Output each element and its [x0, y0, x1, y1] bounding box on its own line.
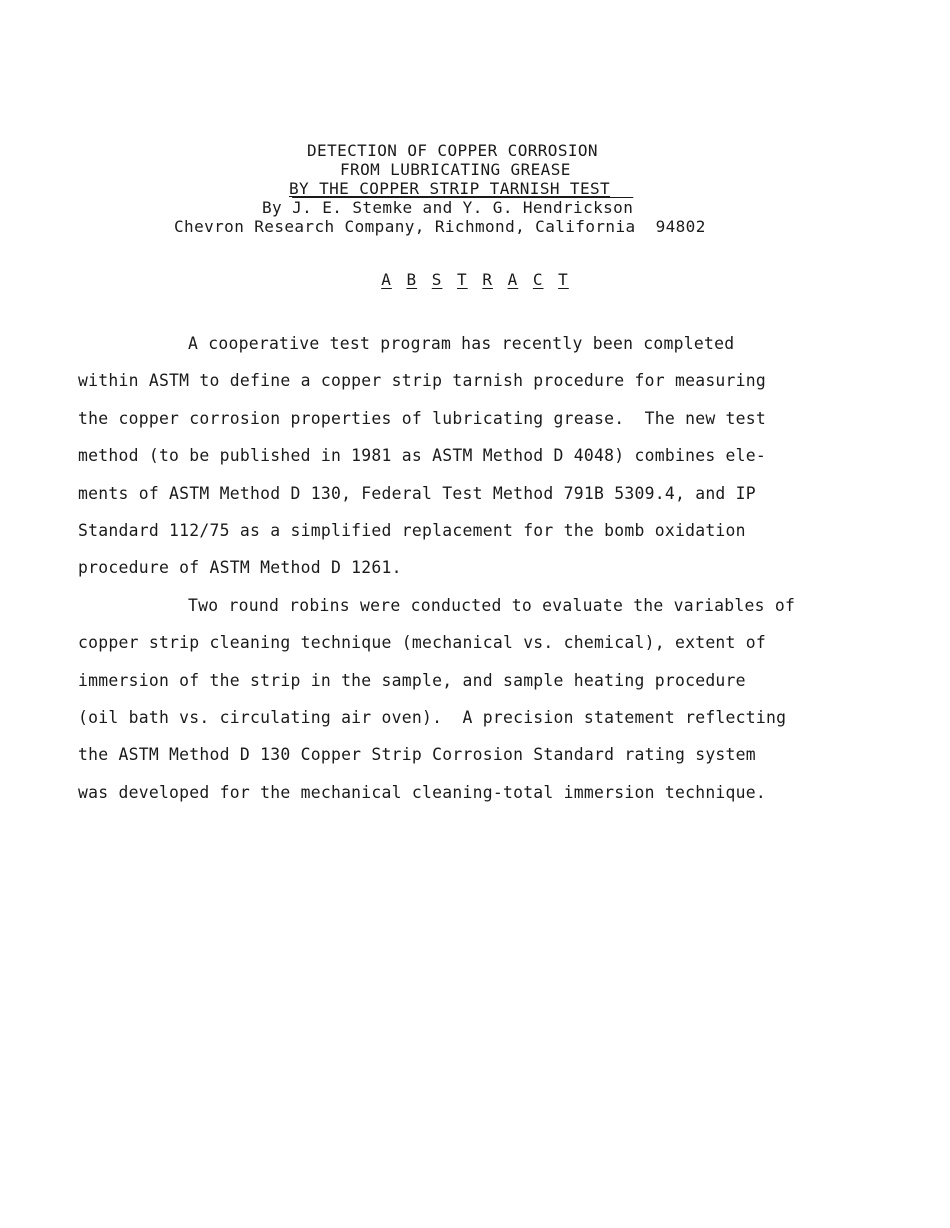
paragraph-line: was developed for the mechanical cleaning-total immersion technique.	[78, 782, 767, 802]
abstract-letter: T	[558, 270, 569, 289]
paragraph-line: Standard 112/75 as a simplified replacement for the bomb oxidation	[78, 520, 746, 540]
paragraph-line: the copper corrosion properties of lubricating grease. The new test	[78, 408, 767, 428]
title-line-1: DETECTION OF COPPER CORROSION	[307, 141, 598, 160]
abstract-letter: S	[431, 270, 443, 289]
abstract-body	[78, 325, 878, 811]
paragraph-line: within ASTM to define a copper strip tarnish procedure for measuring	[78, 371, 767, 391]
authors-prefix: By	[262, 198, 283, 217]
paragraph-line: Two round robins were conducted to evaluate the variables of	[188, 595, 796, 615]
abstract-letter: A	[381, 270, 392, 289]
paragraph-line: immersion of the strip in the sample, and sample heating procedure	[78, 670, 746, 690]
paragraph-line: method (to be published in 1981 as ASTM Method D 4048) combines ele-	[78, 446, 767, 466]
abstract-paragraph-2	[78, 587, 878, 811]
paragraph-line: procedure of ASTM Method D 1261.	[78, 558, 402, 578]
paragraph-line: ments of ASTM Method D 130, Federal Test Method 791B 5309.4, and IP	[78, 483, 756, 503]
abstract-letter: A	[507, 270, 519, 289]
abstract-heading	[0, 270, 950, 289]
abstract-letter: T	[457, 270, 468, 289]
affiliation: Chevron Research Company, Richmond, California 94802	[174, 217, 706, 236]
paragraph-line: copper strip cleaning technique (mechanical vs. chemical), extent of	[78, 633, 767, 653]
authors-line	[262, 198, 633, 217]
paragraph-line: (oil bath vs. circulating air oven). A precision statement reflecting	[78, 707, 787, 727]
paragraph-line: A cooperative test program has recently been completed	[188, 334, 735, 353]
abstract-letter: B	[406, 270, 418, 289]
title-line-2: FROM LUBRICATING GREASE	[340, 160, 571, 179]
abstract-letter: R	[482, 270, 493, 289]
paragraph-line: the ASTM Method D 130 Copper Strip Corrosion Standard rating system	[78, 745, 756, 765]
title-line-3: BY THE COPPER STRIP TARNISH TEST	[289, 179, 611, 198]
authors-names: J. E. Stemke and Y. G. Hendrickson	[292, 198, 634, 217]
abstract-paragraph-1	[78, 325, 878, 587]
abstract-letter: C	[532, 270, 544, 289]
